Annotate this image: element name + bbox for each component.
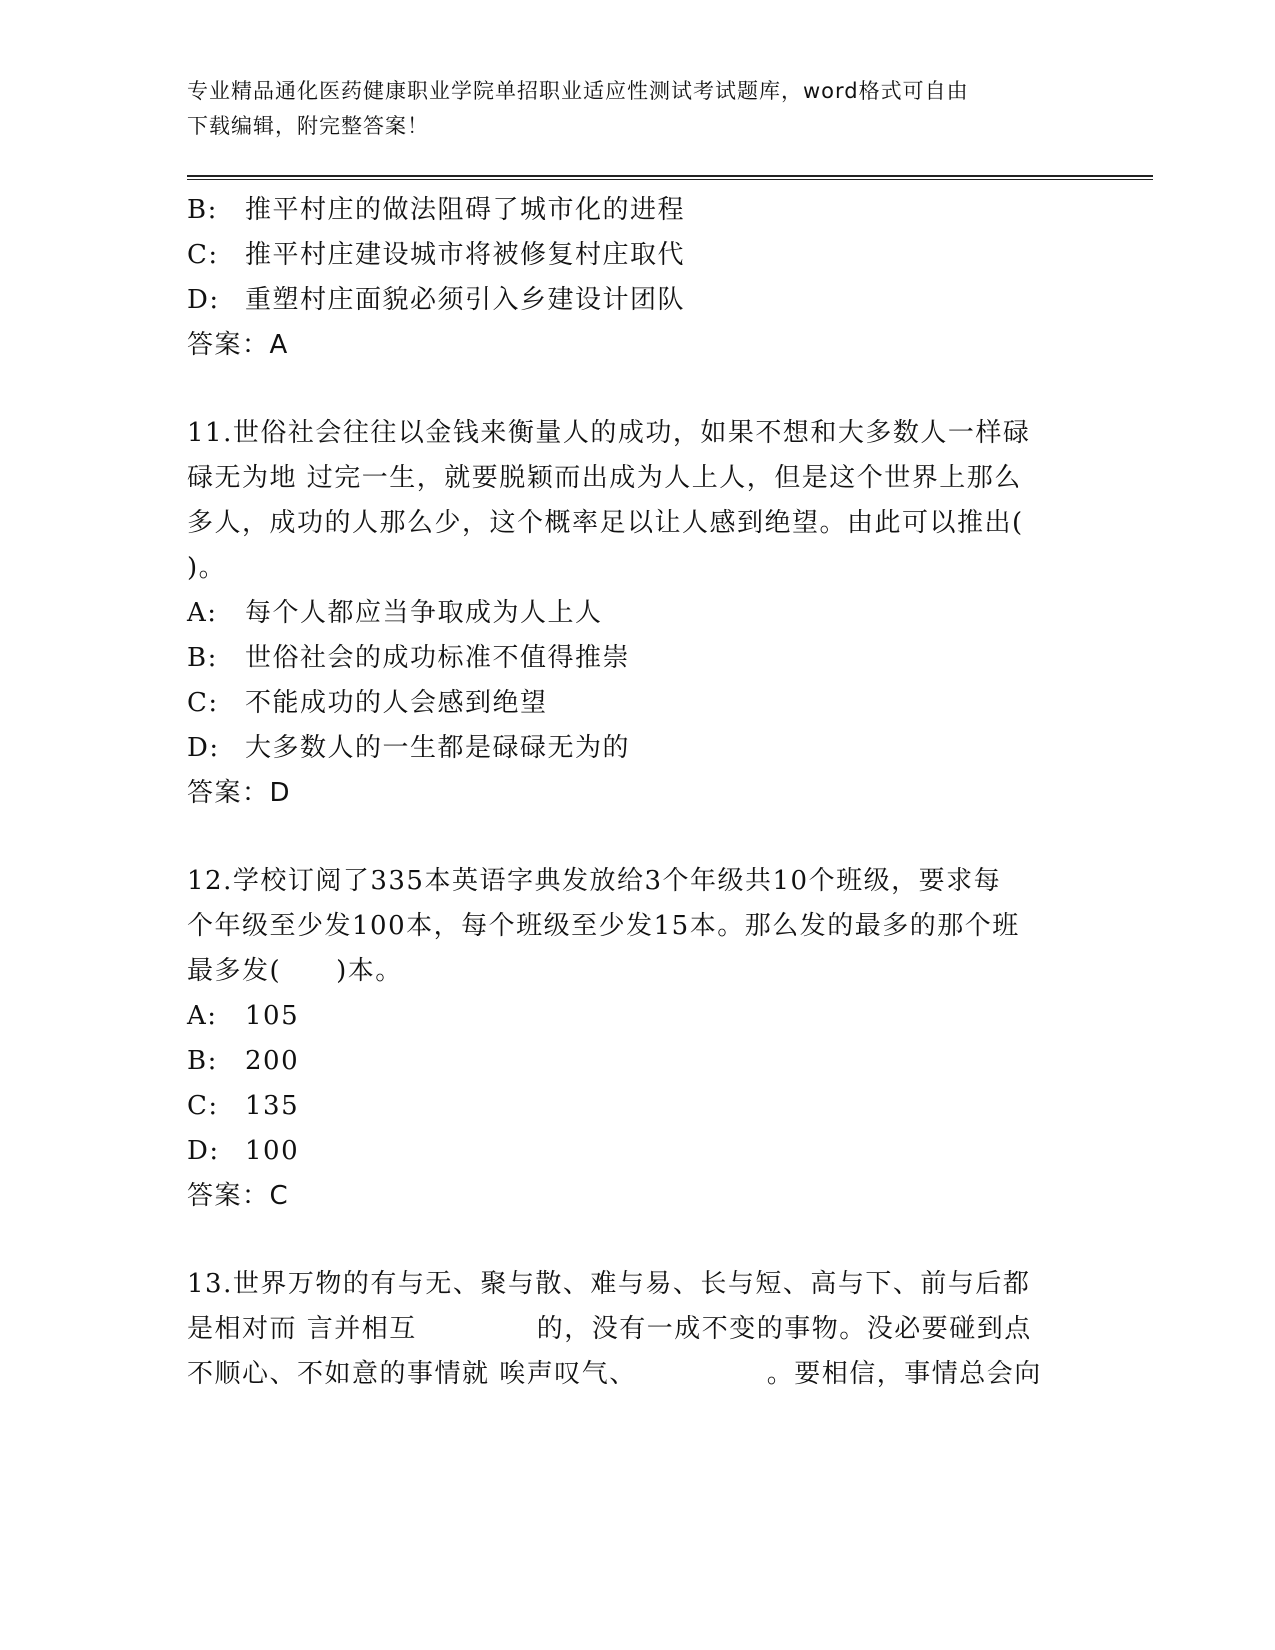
question-12-answer: 答案：C	[187, 1181, 290, 1211]
question-11-answer: 答案：D	[187, 778, 292, 808]
question-13-line-2: 是相对而 言并相互 的，没有一成不变的事物。没必要碰到点	[187, 1314, 1032, 1344]
option-c: C: 不能成功的人会感到绝望	[187, 688, 548, 718]
option-b: B: 200	[187, 1046, 300, 1076]
question-13-line-1: 13.世界万物的有与无、聚与散、难与易、长与短、高与下、前与后都	[187, 1269, 1031, 1299]
question-11-line-4: )。	[187, 553, 227, 583]
option-b: B: 推平村庄的做法阻碍了城市化的进程	[187, 195, 686, 225]
header-line-1: 专业精品通化医药健康职业学院单招职业适应性测试考试题库，word格式可自由	[187, 79, 969, 103]
option-d: D: 100	[187, 1136, 300, 1166]
option-b: B: 世俗社会的成功标准不值得推崇	[187, 643, 631, 673]
question-12-line-3: 最多发( )本。	[187, 956, 403, 986]
header-line-2: 下载编辑，附完整答案！	[187, 114, 429, 138]
question-12-line-2: 个年级至少发100本，每个班级至少发15本。那么发的最多的那个班	[187, 911, 1020, 941]
question-11-line-3: 多人，成功的人那么少，这个概率足以让人感到绝望。由此可以推出(	[187, 508, 1024, 538]
question-10-options	[187, 188, 1087, 368]
question-11	[187, 411, 1087, 816]
spacer	[187, 1219, 1087, 1262]
page-header	[187, 74, 1067, 144]
question-13-line-3: 不顺心、不如意的事情就 唉声叹气、 。要相信，事情总会向	[187, 1359, 1042, 1389]
spacer	[187, 368, 1087, 411]
option-c: C: 135	[187, 1091, 300, 1121]
question-11-line-2: 碌无为地 过完一生，就要脱颖而出成为人上人，但是这个世界上那么	[187, 463, 1022, 493]
option-d: D: 大多数人的一生都是碌碌无为的	[187, 733, 631, 763]
spacer	[187, 816, 1087, 859]
question-13	[187, 1262, 1087, 1397]
option-a: A: 105	[187, 1001, 300, 1031]
question-11-line-1: 11.世俗社会往往以金钱来衡量人的成功，如果不想和大多数人一样碌	[187, 418, 1031, 448]
option-a: A: 每个人都应当争取成为人上人	[187, 598, 603, 628]
question-12	[187, 859, 1087, 1219]
question-content	[187, 188, 1087, 1397]
question-12-line-1: 12.学校订阅了335本英语字典发放给3个年级共10个班级，要求每	[187, 866, 1002, 896]
header-divider	[187, 175, 1153, 180]
option-c: C: 推平村庄建设城市将被修复村庄取代	[187, 240, 686, 270]
question-10-answer: 答案：A	[187, 330, 289, 360]
option-d: D: 重塑村庄面貌必须引入乡建设计团队	[187, 285, 686, 315]
